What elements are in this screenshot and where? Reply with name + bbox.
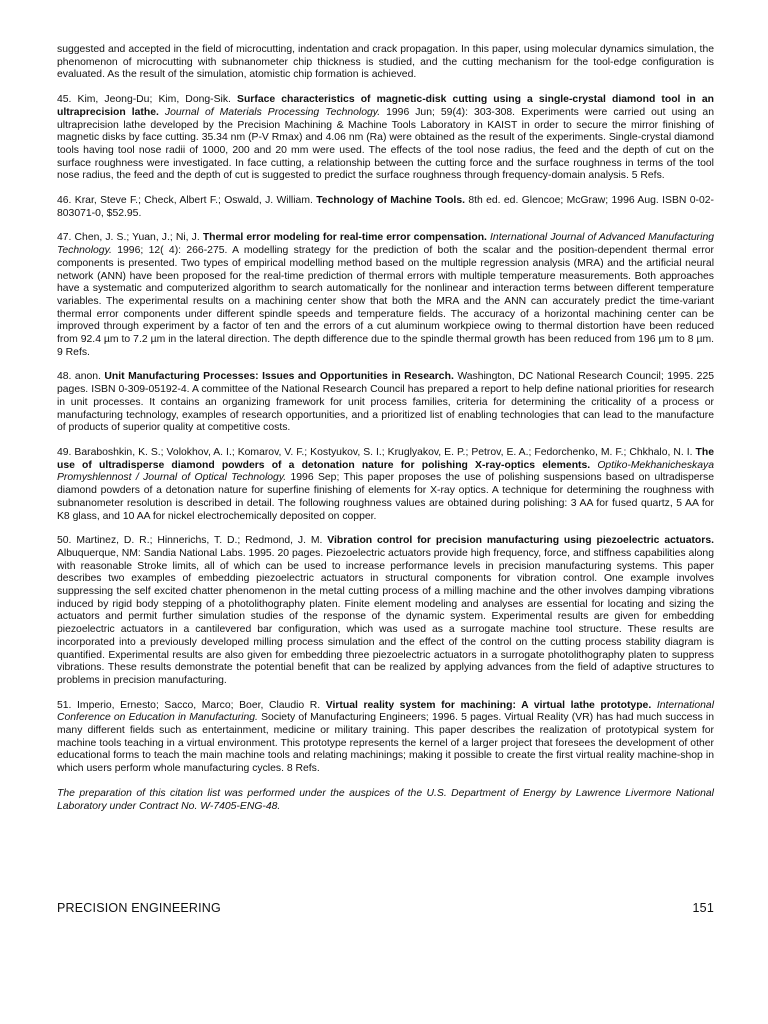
citation-48 <box>57 371 714 435</box>
citation-body: Albuquerque, NM: Sandia National Labs. 1995. 20 pages. Piezoelectric actuators provide high frequency, force, and stiffness capabilities along with reasonable Stroke limits, all of which can be used to increase performance levels in precision manufacturing systems. This paper describes two examples of embedding piezoelectric actuators in structural components for vibration control. One example involves suppressing the self excited chatter phenomenon in the metal cutting process of a milling machine and the other involves damping vibrations induced by rigid body stepping of a photolithography platen. Finite element modeling and analyses are essential for locating and sizing the actuators and permit further simulation studies of the response of the dynamic system. Experimental results are given for embedding piezoelectric actuators in a cantilevered bar configuration, which was used as a surrogate machine tool structure. These results are incorporated into a previously developed milling process simulation and the effect of the control on the cutting process stability diagram is quantified. Experimental results are also given for embedding three piezoelectric actuators in a surrogate photolithography platen to suppress vibrations. These results demonstrate the potential benefit that can be realized by applying advances from the field of adaptive structures to problems in precision manufacturing. <box>57 547 714 686</box>
journal-name: PRECISION ENGINEERING <box>57 901 221 915</box>
citation-title: Virtual reality system for machining: A virtual lathe prototype. <box>325 699 652 711</box>
citation-title: Unit Manufacturing Processes: Issues and Opportunities in Research. <box>104 371 454 383</box>
citation-authors: 51. Imperio, Ernesto; Sacco, Marco; Boer, Claudio R. <box>57 699 321 711</box>
citation-authors: 50. Martinez, D. R.; Hinnerichs, T. D.; Redmond, J. M. <box>57 535 323 547</box>
citation-body: 1996 Jun; 59(4): 303-308. Experiments were carried out using an ultraprecision lathe developed by the Precision Machining & Machine Tools Laboratory in KAIST in order to secure the mirror finishing of magnetic disks by face cutting. 35.34 nm (P-V Rmax) and 4.06 nm (Ra) were obtained as the result of the experiments. Single-crystal diamond tools having tool nose radii of 1000, 200 and 20 mm were used. The effects of the tool nose radius, the feed and the depth of cut on the surface roughness were investigated. In face cutting, a relationship between the cutting force and the surface roughness in terms of the tool nose radius, the feed and the depth of cut is suggested to predict the surface roughness through frequency-domain analysis. 5 Refs. <box>57 106 714 182</box>
citation-authors: 47. Chen, J. S.; Yuan, J.; Ni, J. <box>57 232 200 244</box>
citation-51 <box>57 700 714 776</box>
citation-49 <box>57 447 714 523</box>
citation-body: Society of Manufacturing Engineers; 1996. 5 pages. Virtual Reality (VR) has had much success in many different fields such as entertainment, medicine or military training. This paper describes the realization of prototypical system for machine tools teaching in a virtual environment. This prototype represents the kernel of a larger project that foresees the development of other educational forms to teach the main machine tools and relating machinings; making it possible to create the first virtual reality machine-shop in which users perform whole manufacturing cycles. 8 Refs. <box>57 712 714 775</box>
citation-journal: International Conference on Education in Manufacturing. <box>57 699 715 724</box>
citation-body: 1996; 12( 4): 266-275. A modelling strategy for the prediction of both the scalar and the position-dependent thermal error components is presented. Two types of empirical modelling method based on the multiple regression analysis (MRA) and the artificial neural network (ANN) have been proposed for the real-time prediction of thermal errors with multiple temperature measurements. Both approaches have a systematic and computerized algorithm to search automatically for the nonlinear and interaction terms between different temperature variables. The experimental results on a machining center show that both the MRA and the ANN can accurately predict the time-variant thermal error components under different spindle speeds and temperature fields. The accuracy of a horizontal machining center can be improved through experiment by a factor of ten and the errors of a cut aluminum workpiece owing to thermal distortion have been reduced from 92.4 µm to 7.2 µm in the lateral direction. The depth difference due to the spindle thermal growth has been reduced from 196 µm to 8 µm. 9 Refs. <box>57 245 715 358</box>
citation-body: 1996 Sep; This paper proposes the use of polishing suspensions based on ultradisperse diamond powders of a detonation nature for superfine finishing of elements for X-ray optics. A technique for determining the roughness with subnanometer resolution is described in detail. The following roughness values are obtained during polishing: 3 AA for fused quartz, 5 AA for K8 glass, and 10 AA for nickel electrochemically deposited on copper. <box>57 472 714 522</box>
citation-authors: 49. Baraboshkin, K. S.; Volokhov, A. I.; Komarov, V. F.; Kostyukov, S. I.; Kruglyakov, E. P.; Petrov, E. A.; Fedorchenko, M. F.; Chkhalo, N. I. <box>57 446 693 458</box>
citation-authors: 45. Kim, Jeong-Du; Kim, Dong-Sik. <box>57 94 231 106</box>
citation-46 <box>57 195 714 220</box>
citation-journal: Journal of Materials Processing Technology. <box>164 106 381 118</box>
citation-title: Thermal error modeling for real-time error compensation. <box>202 232 487 244</box>
citation-authors: 46. Krar, Steve F.; Check, Albert F.; Oswald, J. William. <box>57 195 313 207</box>
citation-title: Surface characteristics of magnetic-disk cutting using a single-crystal diamond tool in an ultraprecision lathe. <box>57 94 714 118</box>
citation-45 <box>57 94 714 183</box>
citation-journal: International Journal of Advanced Manufacturing Technology. <box>57 232 715 257</box>
citation-title: Technology of Machine Tools. <box>316 195 465 207</box>
citation-title: Vibration control for precision manufacturing using piezoelectric actuators. <box>327 535 714 547</box>
page-number: 151 <box>692 901 714 915</box>
citation-authors: 48. anon. <box>57 371 101 383</box>
acknowledgement-footnote: The preparation of this citation list was performed under the auspices of the U.S. Department of Energy by Lawrence Livermore National Laboratory under Contract No. W-7405-ENG-48. <box>57 787 714 812</box>
intro-paragraph: suggested and accepted in the field of microcutting, indentation and crack propagation. In this paper, using molecular dynamics simulation, the phenomenon of microcutting with subnanometer chip thickness is studied, and the cutting mechanism for the tool-edge configuration is evaluated. As the result of the simulation, atomistic chip formation is achieved. <box>57 44 714 81</box>
citation-body: 8th ed. ed. Glencoe; McGraw; 1996 Aug. ISBN 0-02-803071-0, $52.95. <box>57 195 714 219</box>
citation-body: Washington, DC National Research Council; 1995. 225 pages. ISBN 0-309-05192-4. A committee of the National Research Council has prepared a report to help define national priorities for research in unit processes. It contains an organizing framework for unit process families, criteria for determining the criticality of a process or manufacturing technology, examples of research opportunities, and a prioritized list of enabling technologies that can lead to the manufacture of products of superior quality at competitive costs. <box>57 371 715 434</box>
citation-journal: Optiko-Mekhanicheskaya Promyshlennost / Journal of Optical Technology. <box>57 459 714 484</box>
citation-50 <box>57 535 714 687</box>
citation-title: The use of ultradisperse diamond powders of a detonation nature for polishing X-ray-optics elements. <box>57 446 715 471</box>
citation-47 <box>57 232 714 359</box>
